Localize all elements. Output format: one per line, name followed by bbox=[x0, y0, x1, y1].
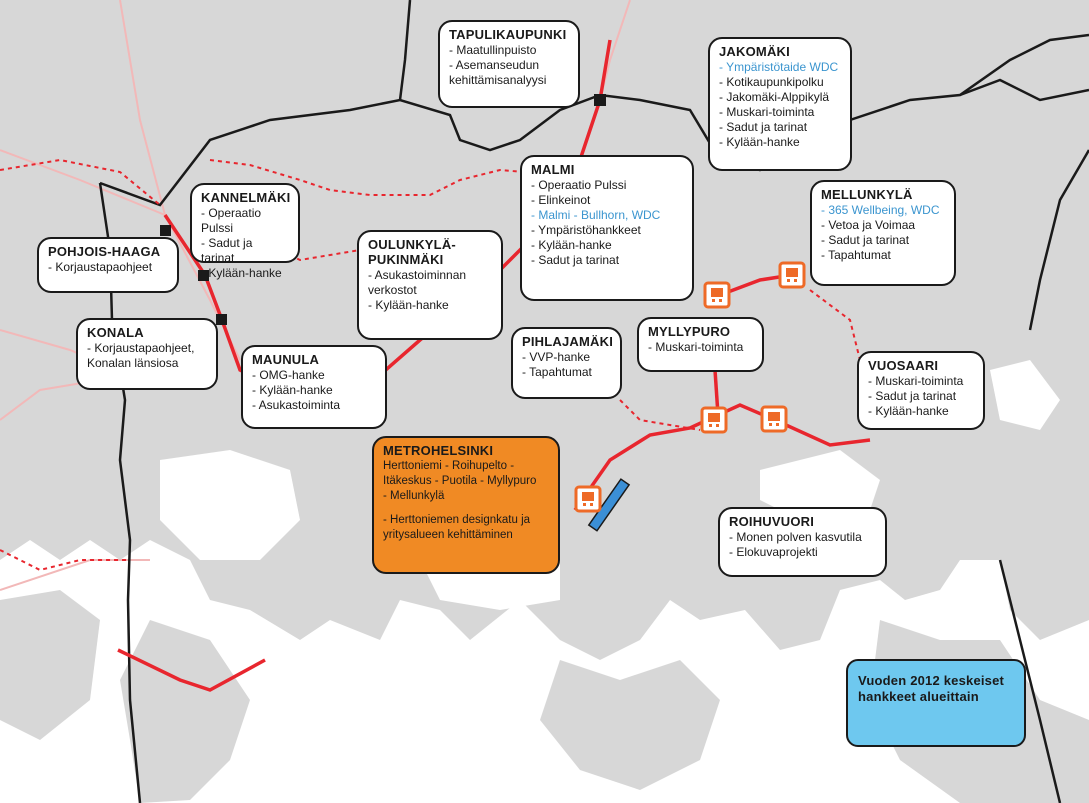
area-title: MELLUNKYLÄ bbox=[821, 187, 913, 202]
area-item: - Kylään-hanke bbox=[719, 135, 800, 149]
area-item: - Muskari-toiminta bbox=[719, 105, 815, 119]
land-south-peninsula bbox=[120, 620, 250, 803]
area-item: - Monen polven kasvutila bbox=[729, 530, 862, 544]
area-item: - Elinkeinot bbox=[531, 193, 591, 207]
area-item: - Herttoniemen designkatu ja bbox=[383, 514, 531, 526]
area-item: - Mellunkylä bbox=[383, 490, 445, 502]
area-item: - Maatullinpuisto bbox=[449, 43, 537, 57]
area-item: - Vetoa ja Voimaa bbox=[821, 218, 916, 232]
area-title: POHJOIS-HAAGA bbox=[48, 244, 161, 259]
area-box-maunula[interactable] bbox=[241, 345, 387, 429]
area-title: KANNELMÄKI bbox=[201, 190, 291, 205]
area-title: MAUNULA bbox=[252, 352, 320, 367]
area-box-kannelmaki[interactable] bbox=[190, 183, 300, 280]
area-title: JAKOMÄKI bbox=[719, 44, 790, 59]
area-title: VUOSAARI bbox=[868, 358, 939, 373]
area-box-tapulikaupunki[interactable] bbox=[438, 20, 580, 108]
area-item: yritysalueen kehittäminen bbox=[383, 529, 513, 541]
area-item: - Kotikaupunkipolku bbox=[719, 75, 824, 89]
area-box-pihlajamaki[interactable] bbox=[511, 327, 622, 399]
area-item: - Asemanseudun kehittämisanalyysi bbox=[449, 58, 547, 87]
land-center-islands bbox=[540, 660, 720, 790]
area-box-malmi[interactable] bbox=[520, 155, 694, 301]
area-title: MYLLYPURO bbox=[648, 324, 731, 339]
area-box-mellunkyla[interactable] bbox=[810, 180, 956, 286]
area-item: - Kylään-hanke bbox=[868, 404, 949, 418]
land-west-islands bbox=[0, 590, 100, 740]
area-item: - Jakomäki-Alppikylä bbox=[719, 90, 830, 104]
legend-title: Vuoden 2012 keskeiset hankkeet alueittain bbox=[858, 673, 1005, 704]
area-box-metrohelsinki[interactable] bbox=[372, 436, 560, 574]
area-item: - Kylään-hanke bbox=[252, 383, 333, 397]
area-item: - Korjaustapaohjeet, Konalan länsiosa bbox=[87, 341, 195, 370]
area-item: - Asukastoiminta bbox=[252, 398, 341, 412]
area-item: - Sadut ja tarinat bbox=[719, 120, 808, 134]
area-item: - Ympäristöhankkeet bbox=[531, 223, 641, 237]
area-item: - Tapahtumat bbox=[522, 365, 592, 379]
area-title: MALMI bbox=[531, 162, 575, 177]
area-box-myllypuro[interactable] bbox=[637, 317, 764, 372]
area-box-roihuvuori[interactable] bbox=[718, 507, 887, 577]
area-item: - Sadut ja tarinat bbox=[531, 253, 620, 267]
area-box-konala[interactable] bbox=[76, 318, 218, 390]
area-title: KONALA bbox=[87, 325, 144, 340]
area-item: - Sadut ja tarinat bbox=[201, 236, 253, 265]
area-title: PIHLAJAMÄKI bbox=[522, 334, 614, 349]
area-box-vuosaari[interactable] bbox=[857, 351, 985, 430]
area-box-oulunkyla[interactable] bbox=[357, 230, 503, 340]
area-item: - 365 Wellbeing, WDC bbox=[821, 203, 940, 217]
area-item: - Ympäristötaide WDC bbox=[719, 60, 839, 74]
area-item: - OMG-hanke bbox=[252, 368, 325, 382]
area-title: OULUNKYLÄ- PUKINMÄKI bbox=[368, 237, 456, 267]
area-item: - Elokuvaprojekti bbox=[729, 545, 818, 559]
area-item: - Kylään-hanke bbox=[201, 266, 282, 280]
area-item: - Muskari-toiminta bbox=[868, 374, 964, 388]
area-item: - Kylään-hanke bbox=[531, 238, 612, 252]
area-item: - Asukastoiminnan verkostot bbox=[368, 268, 467, 297]
area-title: ROIHUVUORI bbox=[729, 514, 815, 529]
area-item: - Sadut ja tarinat bbox=[821, 233, 910, 247]
area-item: - VVP-hanke bbox=[522, 350, 591, 364]
area-item: Itäkeskus - Puotila - Myllypuro bbox=[383, 475, 537, 487]
area-item: - Korjaustapaohjeet bbox=[48, 260, 153, 274]
metrohelsinki-list-1 bbox=[383, 459, 549, 504]
area-title: METROHELSINKI bbox=[383, 443, 494, 458]
area-item: - Sadut ja tarinat bbox=[868, 389, 957, 403]
area-item: - Operaatio Pulssi bbox=[201, 206, 262, 235]
area-item: - Kylään-hanke bbox=[368, 298, 449, 312]
metrohelsinki-list-2 bbox=[383, 513, 549, 543]
area-item: - Operaatio Pulssi bbox=[531, 178, 627, 192]
area-item: Herttoniemi - Roihupelto - bbox=[383, 460, 515, 472]
legend-box bbox=[846, 659, 1026, 747]
area-title: TAPULIKAUPUNKI bbox=[449, 27, 567, 42]
area-item: - Malmi - Bullhorn, WDC bbox=[531, 208, 661, 222]
area-box-jakomaki[interactable] bbox=[708, 37, 852, 171]
area-item: - Tapahtumat bbox=[821, 248, 891, 262]
area-box-pohjois-haaga[interactable] bbox=[37, 237, 179, 293]
area-item: - Muskari-toiminta bbox=[648, 340, 744, 354]
